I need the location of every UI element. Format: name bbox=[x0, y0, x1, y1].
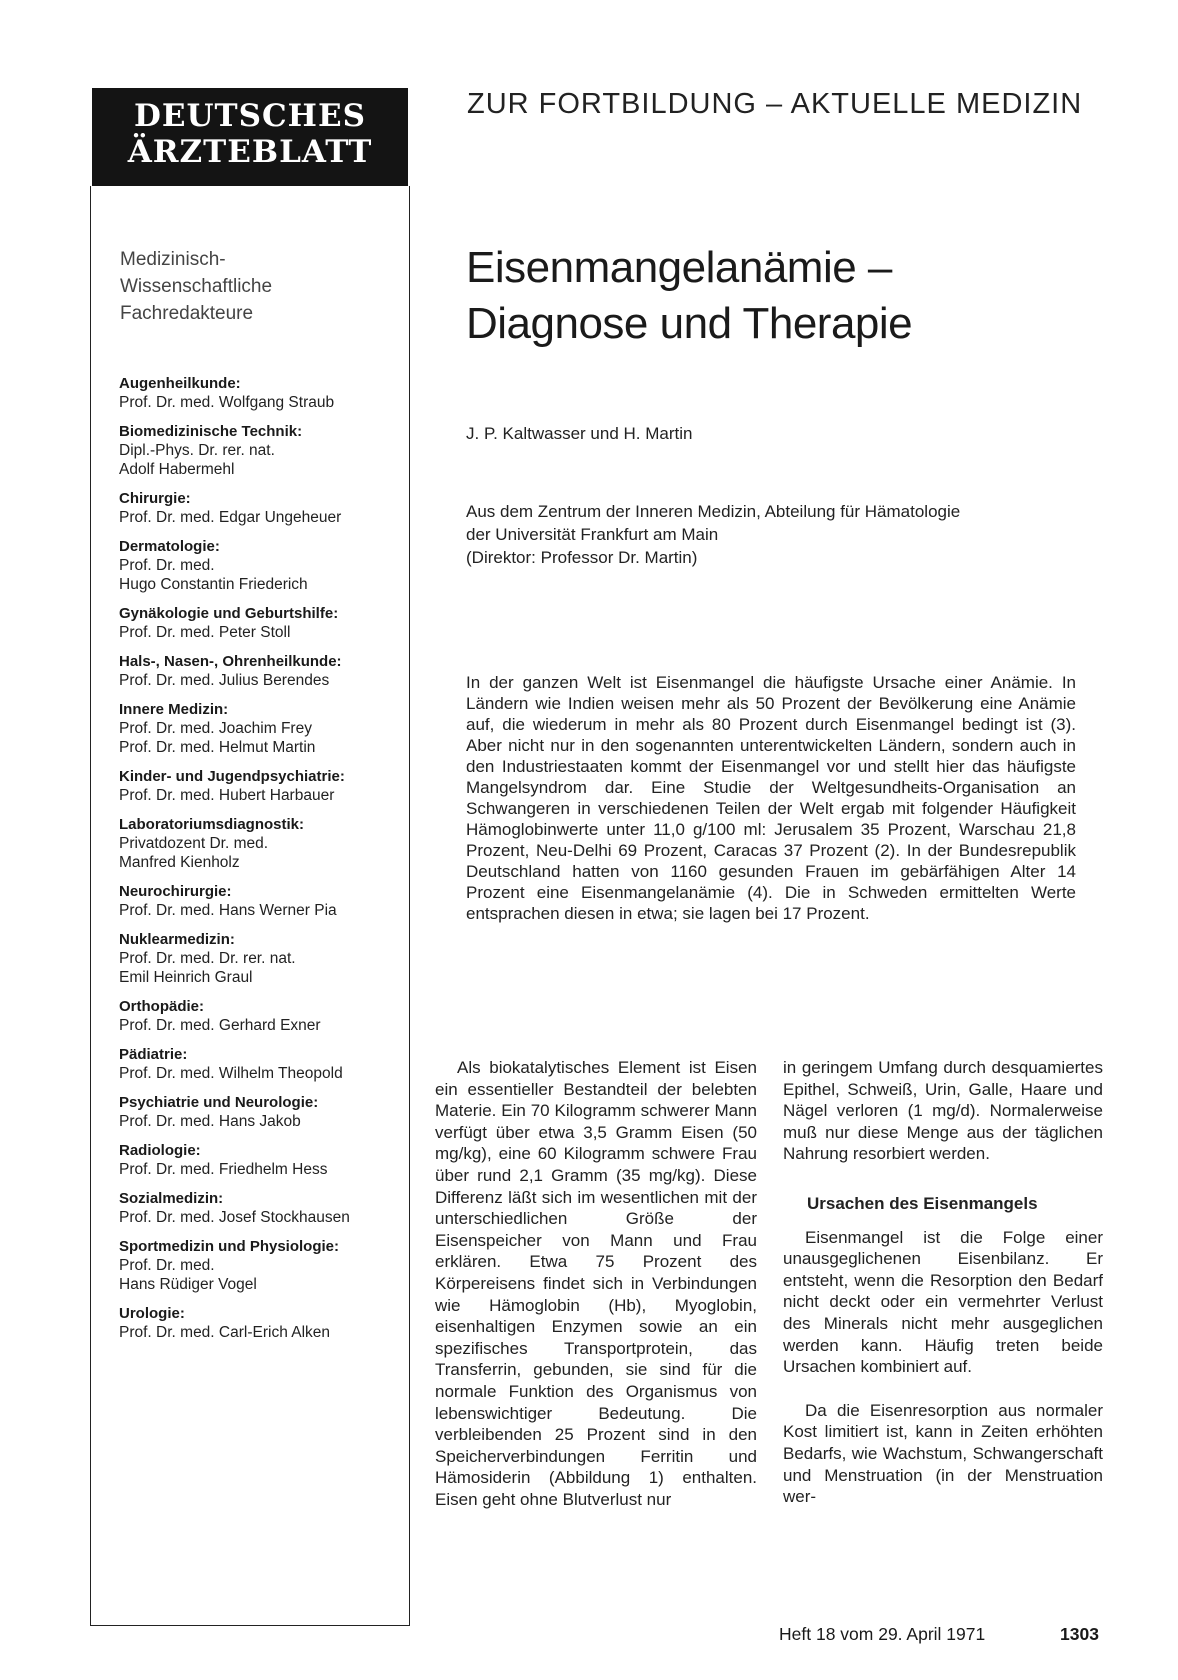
editor-entry bbox=[119, 882, 399, 920]
editor-field: Innere Medizin: bbox=[119, 701, 229, 718]
editor-entry bbox=[119, 537, 399, 594]
editor-name: Privatdozent Dr. med. Manfred Kienholz bbox=[119, 835, 269, 871]
editor-field: Kinder- und Jugendpsychiatrie: bbox=[119, 768, 345, 785]
masthead-line1: DEUTSCHES bbox=[134, 98, 366, 134]
editor-name: Prof. Dr. med. Josef Stockhausen bbox=[119, 1209, 350, 1226]
editor-entry bbox=[119, 1093, 399, 1131]
editor-name: Prof. Dr. med. Gerhard Exner bbox=[119, 1017, 321, 1034]
editor-field: Neurochirurgie: bbox=[119, 883, 232, 900]
editor-field: Dermatologie: bbox=[119, 538, 220, 555]
affiliation-line3: (Direktor: Professor Dr. Martin) bbox=[466, 548, 698, 567]
editor-field: Hals-, Nasen-, Ohrenheilkunde: bbox=[119, 653, 342, 670]
editor-field: Gynäkologie und Geburtshilfe: bbox=[119, 605, 339, 622]
editor-field: Nuklearmedizin: bbox=[119, 931, 235, 948]
editor-name: Prof. Dr. med. Hans Rüdiger Vogel bbox=[119, 1257, 257, 1293]
editor-entry bbox=[119, 815, 399, 872]
editor-entry bbox=[119, 1304, 399, 1342]
editor-entry bbox=[119, 1189, 399, 1227]
editor-name: Prof. Dr. med. Edgar Ungeheuer bbox=[119, 509, 342, 526]
page-number: 1303 bbox=[1060, 1624, 1099, 1644]
editor-field: Sozialmedizin: bbox=[119, 1190, 224, 1207]
body-column-right bbox=[783, 1057, 1103, 1508]
section-subheading: Ursachen des Eisenmangels bbox=[807, 1193, 1038, 1213]
editor-entry bbox=[119, 374, 399, 412]
editor-name: Prof. Dr. med. Hans Werner Pia bbox=[119, 902, 337, 919]
editor-field: Orthopädie: bbox=[119, 998, 204, 1015]
article-authors: J. P. Kaltwasser und H. Martin bbox=[466, 424, 693, 443]
editor-entry bbox=[119, 652, 399, 690]
editor-entry bbox=[119, 1237, 399, 1294]
editor-name: Dipl.-Phys. Dr. rer. nat. Adolf Habermehl bbox=[119, 442, 275, 478]
body-paragraph: in geringem Umfang durch desquamiertes Epithel, Schweiß, Urin, Galle, Haare und Nägel verloren (1 mg/d). Normalerweise muß nur diese Menge aus der täglichen Nahrung resorbiert werden. bbox=[783, 1058, 1103, 1164]
body-paragraph: Eisenmangel ist die Folge einer unausgeglichenen Eisenbilanz. Er entsteht, wenn die Resorption den Bedarf nicht deckt oder ein vermehrter Verlust des Minerals nicht mehr ausgeglichen werden kann. Häufig treten beide Ursachen kombiniert auf. bbox=[783, 1227, 1103, 1377]
editor-name: Prof. Dr. med. Joachim Frey Prof. Dr. med. Helmut Martin bbox=[119, 720, 316, 756]
body-paragraph: Da die Eisenresorption aus normaler Kost limitiert ist, kann in Zeiten erhöhten Bedarfs, wie Wachstum, Schwangerschaft und Menstruation (in der Menstruation wer- bbox=[783, 1400, 1103, 1507]
section-header: ZUR FORTBILDUNG – AKTUELLE MEDIZIN bbox=[467, 88, 1083, 120]
editor-entry bbox=[119, 604, 399, 642]
editor-name: Prof. Dr. med. Hubert Harbauer bbox=[119, 787, 335, 804]
editor-field: Urologie: bbox=[119, 1305, 185, 1322]
affiliation-line2: der Universität Frankfurt am Main bbox=[466, 525, 719, 544]
editor-entry bbox=[119, 997, 399, 1035]
editor-name: Prof. Dr. med. Hugo Constantin Friederich bbox=[119, 557, 308, 593]
body-column-left bbox=[435, 1057, 757, 1510]
editor-field: Augenheilkunde: bbox=[119, 375, 241, 392]
editor-field: Radiologie: bbox=[119, 1142, 201, 1159]
editor-entry bbox=[119, 489, 399, 527]
editor-field: Biomedizinische Technik: bbox=[119, 423, 303, 440]
article-abstract: In der ganzen Welt ist Eisenmangel die häufigste Ursache einer Anämie. In Ländern wie Indien weisen mehr als 50 Prozent der Bevölkerung eine Anämie auf, die wiederum in mehr als 80 Prozent durch Eisenmangel bedingt ist (3). Aber nicht nur in den sogenannten unterentwickelten Ländern, sondern auch in den Industriestaaten kommt der Eisenmangel vor und stellt hier das häufigste Mangelsyndrom dar. Eine Studie der Weltgesundheits-Organisation an Schwangeren in verschiedenen Teilen der Welt ergab mit folgender Häufigkeit Hämoglobinwerte unter 11,0 g/100 ml: Jerusalem 35 Prozent, Warschau 21,8 Prozent, Neu-Delhi 69 Prozent, Caracas 37 Prozent (2). In der Bundesrepublik Deutschland hatten von 1160 gesunden Frauen im gebärfähigen Alter 14 Prozent eine Eisenmangelanämie (4). Die in Schweden ermittelten Werte entsprachen diesen in etwa; sie lagen bei 17 Prozent. bbox=[466, 673, 1076, 923]
title-line2: Diagnose und Therapie bbox=[466, 299, 913, 348]
editor-name: Prof. Dr. med. Wolfgang Straub bbox=[119, 394, 335, 411]
editor-field: Laboratoriumsdiagnostik: bbox=[119, 816, 305, 833]
editor-entry bbox=[119, 767, 399, 805]
masthead-logo bbox=[92, 88, 408, 186]
editor-name: Prof. Dr. med. Friedhelm Hess bbox=[119, 1161, 328, 1178]
article-affiliation bbox=[466, 500, 1106, 569]
editor-field: Chirurgie: bbox=[119, 490, 191, 507]
article-title bbox=[466, 240, 1106, 352]
sidebar-heading: Medizinisch- Wissenschaftliche Fachredakteure bbox=[120, 249, 273, 324]
editor-entry bbox=[119, 422, 399, 479]
editor-entry bbox=[119, 930, 399, 987]
editor-entry bbox=[119, 700, 399, 757]
editor-entry bbox=[119, 1045, 399, 1083]
editor-name: Prof. Dr. med. Carl-Erich Alken bbox=[119, 1324, 331, 1341]
masthead-line2: ÄRZTEBLATT bbox=[127, 134, 373, 170]
editor-field: Sportmedizin und Physiologie: bbox=[119, 1238, 340, 1255]
editor-name: Prof. Dr. med. Julius Berendes bbox=[119, 672, 330, 689]
title-line1: Eisenmangelanämie – bbox=[466, 243, 892, 292]
body-paragraph: Als biokatalytisches Element ist Eisen ein essentieller Bestandteil der belebten Materie. Ein 70 Kilogramm schwerer Mann verfügt über etwa 3,5 Gramm Eisen (50 mg/kg), eine 60 Kilogramm schwere Frau über rund 2,1 Gramm (35 mg/kg). Diese Differenz läßt sich im wesentlichen mit der unterschiedlichen Größe der Eisenspeicher von Mann und Frau erklären. Etwa 75 Prozent des Körpereisens findet sich in Verbindungen wie Hämoglobin (Hb), Myoglobin, eisenhaltigen Enzymen sowie an ein spezifisches Transportprotein, das Transferrin, gebunden, sie sind für die normale Funktion des Organismus von lebenswichtiger Bedeutung. Die verbleibenden 25 Prozent sind in den Speicherverbindungen Ferritin und Hämosiderin (Abbildung 1) enthalten. Eisen geht ohne Blutverlust nur bbox=[435, 1058, 757, 1509]
issue-footer: Heft 18 vom 29. April 1971 bbox=[779, 1624, 986, 1644]
editors-sidebar bbox=[90, 186, 410, 1626]
editor-field: Psychiatrie und Neurologie: bbox=[119, 1094, 319, 1111]
editor-name: Prof. Dr. med. Peter Stoll bbox=[119, 624, 291, 641]
editor-name: Prof. Dr. med. Hans Jakob bbox=[119, 1113, 301, 1130]
editor-entry bbox=[119, 1141, 399, 1179]
editor-name: Prof. Dr. med. Wilhelm Theopold bbox=[119, 1065, 343, 1082]
affiliation-line1: Aus dem Zentrum der Inneren Medizin, Abteilung für Hämatologie bbox=[466, 502, 961, 521]
editor-field: Pädiatrie: bbox=[119, 1046, 188, 1063]
editor-name: Prof. Dr. med. Dr. rer. nat. Emil Heinrich Graul bbox=[119, 950, 296, 986]
editors-list bbox=[119, 374, 399, 1352]
